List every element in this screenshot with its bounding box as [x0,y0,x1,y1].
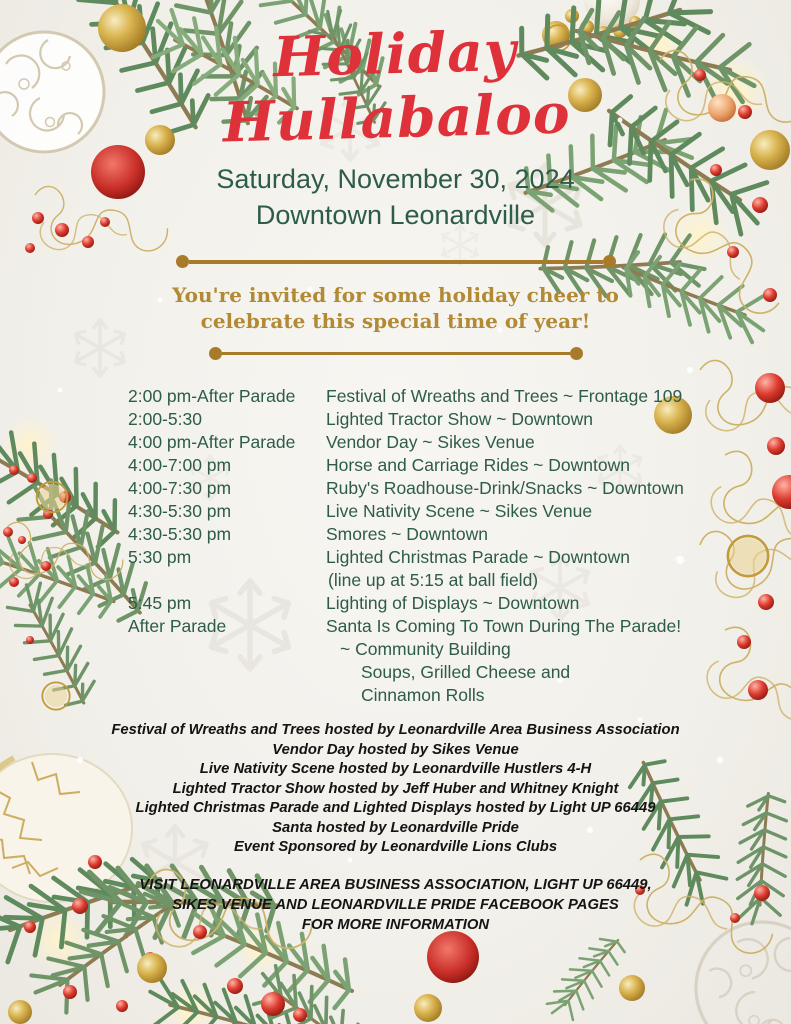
footer-line: SIKES VENUE AND LEONARDVILLE PRIDE FACEBOOK PAGES [172,896,619,913]
host-line: Lighted Tractor Show hosted by Jeff Huber and Whitney Knight [172,780,619,797]
schedule-event: Horse and Carriage Rides ~ Downtown [326,455,630,476]
schedule-event: Festival of Wreaths and Trees ~ Frontage 109 [326,386,683,407]
invitation-line-1: You're invited for some holiday cheer to [172,283,619,308]
schedule-time: 4:00-7:30 pm [128,478,232,499]
schedule-row [128,592,690,615]
schedule-row [128,546,690,592]
schedule-time: 2:00-5:30 [128,409,202,430]
host-line: Event Sponsored by Leonardville Lions Clubs [233,839,558,856]
divider-dot-icon [603,255,616,268]
invitation-line-2: celebrate this special time of year! [200,308,591,333]
schedule-time: After Parade [128,616,227,637]
schedule-row [128,454,690,477]
schedule-row [128,615,690,707]
event-schedule [128,385,690,707]
schedule-event: Smores ~ Downtown [326,524,488,545]
host-line: Lighted Christmas Parade and Lighted Displays hosted by Light UP 66449 [135,800,656,817]
host-line: Live Nativity Scene hosted by Leonardville Hustlers 4-H [199,761,592,778]
schedule-row [128,500,690,523]
schedule-event: Vendor Day ~ Sikes Venue [326,432,535,453]
divider-line [189,260,603,264]
event-date: Saturday, November 30, 2024 [216,163,575,194]
title-line-1: Holiday [272,17,518,90]
invitation-text [0,283,791,334]
schedule-row [128,523,690,546]
schedule-time: 5:30 pm [128,547,192,568]
event-location: Downtown Leonardville [255,199,536,230]
schedule-row [128,385,690,408]
schedule-time: 4:30-5:30 pm [128,501,232,522]
divider-line [222,352,570,356]
schedule-time: 4:30-5:30 pm [128,524,232,545]
schedule-time: 4:00 pm-After Parade [128,432,296,453]
footer-line: FOR MORE INFORMATION [301,916,490,933]
page-title [0,0,791,160]
schedule-event: Live Nativity Scene ~ Sikes Venue [326,501,593,522]
schedule-time: 5:45 pm [128,593,192,614]
footer-info [0,875,791,935]
divider-dot-icon [209,347,222,360]
divider-top [176,255,616,268]
footer-line: VISIT LEONARDVILLE AREA BUSINESS ASSOCIATION, LIGHT UP 66449, [139,876,652,893]
schedule-row [128,431,690,454]
divider-dot-icon [176,255,189,268]
schedule-row [128,408,690,431]
schedule-event: Lighted Tractor Show ~ Downtown [326,409,594,430]
divider-dot-icon [570,347,583,360]
host-line: Vendor Day hosted by Sikes Venue [272,741,519,758]
schedule-event: Lighted Christmas Parade ~ Downtown (line up at 5:15 at ball field) [326,547,630,591]
schedule-event: Ruby's Roadhouse-Drink/Snacks ~ Downtown [326,478,684,499]
divider-bottom [209,347,583,360]
schedule-row [128,477,690,500]
host-line: Santa hosted by Leonardville Pride [272,819,519,836]
hosts-list [0,721,791,858]
title-line-2: Hullabaloo [221,80,572,155]
schedule-event: Lighting of Displays ~ Downtown [326,593,580,614]
schedule-time: 4:00-7:00 pm [128,455,232,476]
schedule-event: Santa Is Coming To Town During The Parade! ~ Community Building Soups, Grilled Cheese and Cinnamon Rolls [326,616,682,706]
schedule-time: 2:00 pm-After Parade [128,386,296,407]
host-line: Festival of Wreaths and Trees hosted by Leonardville Area Business Association [111,722,680,739]
